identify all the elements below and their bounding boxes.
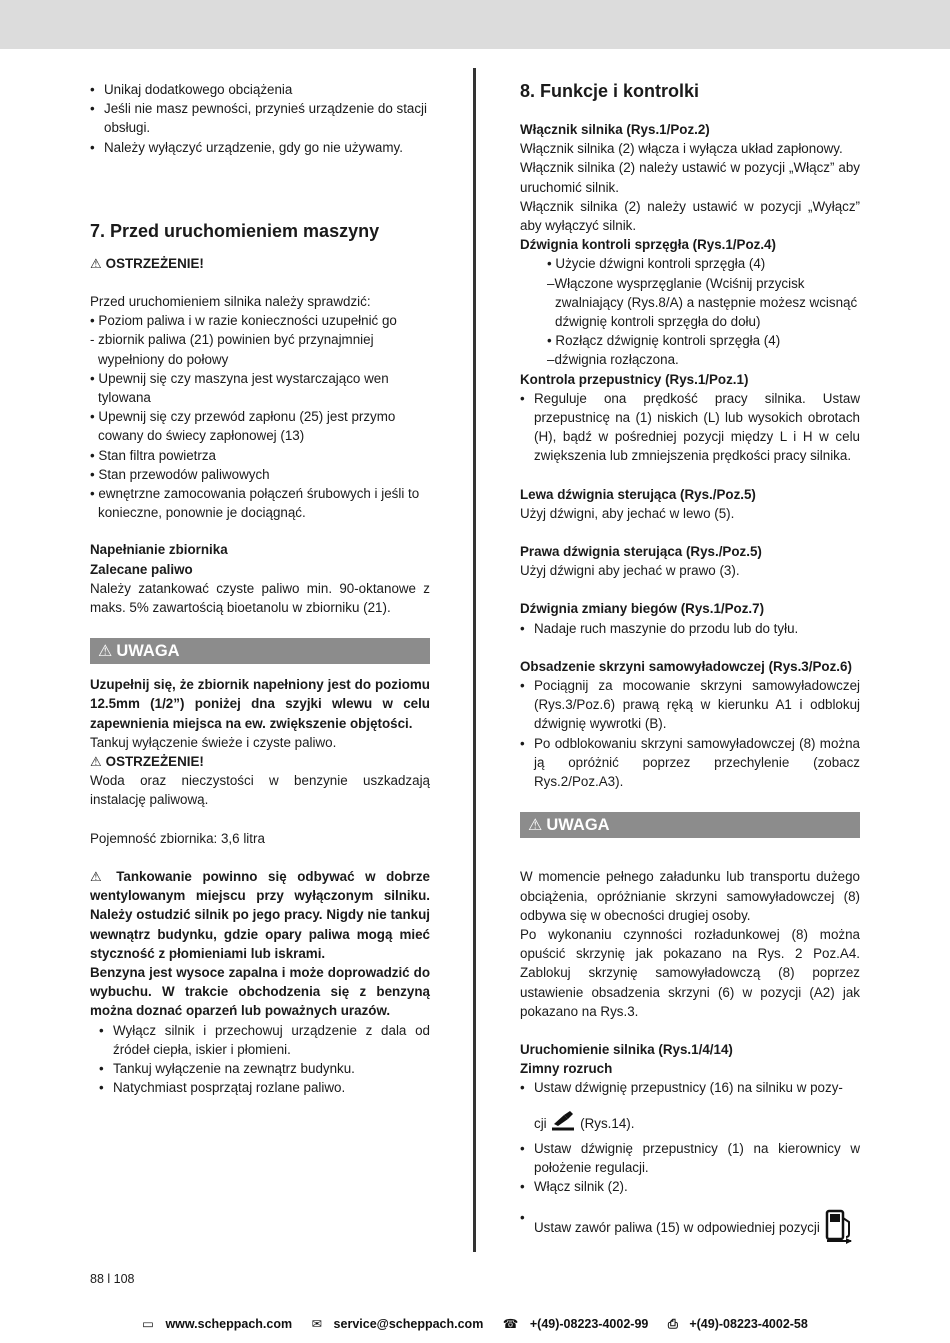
engine-switch-text: Włącznik silnika (2) należy ustawić w pozycji „Wyłącz” aby wyłączyć silnik. (520, 198, 860, 234)
throttle-heading: Kontrola przepustnicy (Rys.1/Poz.1) (520, 371, 749, 387)
petrol-warning: Benzyna jest wysoce zapalna i może doprowadzić do wybuchu. W trakcie obchodzenia się z benzyną można doznać oparzeń lub poważnych urazów. (90, 964, 430, 1019)
footer (0, 1315, 950, 1334)
fuel-pump-icon (824, 1208, 854, 1249)
phone-icon: ☎ (502, 1317, 519, 1331)
cold-start-heading: Zimny rozruch (520, 1061, 613, 1077)
list-item: • Ustaw zawór paliwa (15) w odpowiedniej pozycji (520, 1208, 860, 1249)
tank-warning: ⚠ Tankowanie powinno się odbywać w dobrze wentylowanym miejscu przy wyłączonym silniku. Należy ostudzić silnik po jego pracy. Nigdy nie tankuj wewnątrz budynku, gdzie opary paliwa mogą mieć styczność z płomieniami lub iskrami. (90, 868, 430, 961)
left-column (90, 80, 430, 1097)
dump-box-heading: Obsadzenie skrzyni samowyładowczej (Rys.3/Poz.6) (520, 658, 852, 674)
top-bullet-list (90, 80, 430, 157)
footer-phone: ☎ +(49)-08223-4002-99 (502, 1317, 649, 1331)
list-item: • Poziom paliwa i w razie konieczności uzupełnić go (90, 313, 397, 329)
list-item: • Ustaw dźwignię przepustnicy (1) na kierownicy w położenie regulacji. (520, 1139, 860, 1177)
safety-bullet-list (90, 1021, 430, 1098)
uwaga-text: W momencie pełnego załadunku lub transportu dużego obciążenia, opróżnianie skrzyni samowyładowczej (8) odbywa się w obecności drugiej osoby. (520, 869, 860, 923)
list-item: • Jeśli nie masz pewności, przynieś urządzenie do stacji obsługi. (90, 99, 430, 137)
warning-heading: ⚠ OSTRZEŻENIE! (90, 254, 430, 273)
right-column (520, 80, 860, 1249)
clutch-item: • Użycie dźwigni kontroli sprzęgła (4) (547, 256, 766, 272)
uwaga-text: Tankuj wyłączenie świeże i czyste paliwo. (90, 734, 337, 750)
left-lever-text: Użyj dźwigni, aby jechać w lewo (5). (520, 505, 735, 521)
fuel-text: Należy zatankować czyste paliwo min. 90-oktanowe z maks. 5% zawartością bioetanolu w zbiorniku (21). (90, 580, 430, 616)
clutch-item: • Rozłącz dźwignię kontroli sprzęgła (4) (547, 333, 781, 349)
check-list (90, 311, 430, 522)
footer-email[interactable]: ✉ service@scheppach.com (311, 1317, 484, 1331)
uwaga-text: Po wykonaniu czynności rozładunkowej (8) można opuścić skrzynię jak pokazano na Rys. 2 Poz.A4. Zablokuj skrzynię samowyładowczą (8) poprzez ustawienie obsadzenia skrzyni (6) w pozycji (A2) jak pokazano na Rys.3. (520, 926, 860, 1019)
engine-start-heading: Uruchomienie silnika (Rys.1/4/14) (520, 1041, 733, 1057)
list-item: • Upewnij się czy przewód zapłonu (25) jest przymo cowany do świecy zapłonowej (13) (90, 409, 396, 444)
page-number: 88 l 108 (90, 1272, 135, 1286)
start-list (520, 1078, 860, 1249)
section-8-title: 8. Funkcje i kontrolki (520, 81, 700, 101)
right-lever-text: Użyj dźwigni aby jechać w prawo (3). (520, 563, 740, 579)
list-item: • Należy wyłączyć urządzenie, gdy go nie używamy. (90, 138, 430, 157)
list-item: • Nadaje ruch maszynie do przodu lub do tyłu. (520, 619, 860, 638)
tank-capacity: Pojemność zbiornika: 3,6 litra (90, 830, 265, 846)
left-lever-heading: Lewa dźwignia sterująca (Rys./Poz.5) (520, 486, 756, 502)
list-item: • Stan przewodów paliwowych (90, 466, 270, 482)
warning-triangle-icon: ⚠ (90, 868, 102, 884)
clutch-item: –Włączone wysprzęglanie (Wciśnij przycisk zwalniający (Rys.8/A) a następnie możesz wcisnąć dźwignię kontroli sprzęgła do dołu) (547, 275, 858, 330)
right-lever-heading: Prawa dźwignia sterująca (Rys./Poz.5) (520, 544, 762, 560)
uwaga-banner: ⚠ UWAGA (520, 812, 860, 838)
choke-icon (550, 1109, 576, 1138)
list-item: • Po odblokowaniu skrzyni samowyładowczej (8) można ją opróżnić poprzez przechylenie (zobacz Rys.2/Poz.A3). (520, 734, 860, 792)
engine-switch-text: Włącznik silnika (2) włącza i wyłącza układ zapłonowy. (520, 141, 843, 157)
monitor-icon: ▭ (142, 1317, 154, 1331)
list-item: • Upewnij się czy maszyna jest wystarczająco wen tylowana (90, 370, 389, 406)
list-item: • Unikaj dodatkowego obciążenia (90, 80, 430, 99)
warning-triangle-icon: ⚠ (90, 255, 102, 271)
list-item: • ewnętrzne zamocowania połączeń śrubowych i jeśli to konieczne, ponownie je dociągnąć. (90, 486, 420, 521)
engine-switch-text: Włącznik silnika (2) należy ustawić w pozycji „Włącz” aby uruchomić silnik. (520, 160, 860, 195)
fill-heading: Napełnianie zbiornika (90, 542, 228, 558)
uwaga-banner: ⚠ UWAGA (90, 638, 430, 664)
top-bar (0, 0, 950, 49)
envelope-icon: ✉ (311, 1317, 323, 1331)
list-item: • Tankuj wyłączenie na zewnątrz budynku. (99, 1059, 430, 1078)
list-item: • Reguluje ona prędkość pracy silnika. Ustaw przepustnicę na (1) niskich (L) lub wysokich obrotach (H), bądź w pośredniej pozycji między L i H w celu zwiększenia lub zmniejszenia prędkości pracy silnika. (520, 389, 860, 466)
warning-triangle-icon: ⚠ (98, 643, 113, 661)
gear-list (520, 619, 860, 638)
dump-box-list (520, 676, 860, 791)
list-item: • Natychmiast posprzątaj rozlane paliwo. (99, 1078, 430, 1097)
gear-lever-heading: Dźwignia zmiany biegów (Rys.1/Poz.7) (520, 601, 765, 617)
throttle-list (520, 389, 860, 466)
column-divider (473, 68, 476, 1252)
section-7-title: 7. Przed uruchomieniem maszyny (90, 220, 380, 241)
list-item: • Włącz silnik (2). (520, 1177, 860, 1196)
list-item: • Pociągnij za mocowanie skrzyni samowyładowczej (Rys.3/Poz.6) prawą ręką w kierunku A1 i odblokuj dźwignię wywrotki (B). (520, 676, 860, 734)
fuel-heading: Zalecane paliwo (90, 561, 193, 577)
warning-triangle-icon: ⚠ (90, 754, 102, 770)
footer-web[interactable]: ▭ www.scheppach.com (142, 1317, 293, 1331)
list-item: • Ustaw dźwignię przepustnicy (16) na silniku w pozy- cji (Rys.14). (520, 1078, 860, 1138)
warning-triangle-icon: ⚠ (528, 817, 543, 835)
list-item: • Wyłącz silnik i przechowuj urządzenie z dala od źródeł ciepła, iskier i płomieni. (99, 1021, 430, 1059)
warning-heading: ⚠ OSTRZEŻENIE! (90, 752, 430, 771)
check-intro: Przed uruchomieniem silnika należy sprawdzić: (90, 294, 371, 310)
list-item: • Stan filtra powietrza (90, 447, 217, 463)
engine-switch-heading: Włącznik silnika (Rys.1/Poz.2) (520, 122, 710, 137)
fax-icon: ⎙ (667, 1317, 678, 1331)
warning-text: Woda oraz nieczystości w benzynie uszkadzają instalację paliwową. (90, 773, 430, 808)
clutch-heading: Dźwignia kontroli sprzęgła (Rys.1/Poz.4) (520, 237, 776, 253)
clutch-item: –dźwignia rozłączona. (547, 352, 679, 368)
footer-fax: ⎙ +(49)-08223-4002-58 (667, 1317, 808, 1331)
list-item: - zbiornik paliwa (21) powinien być przynajmniej wypełniony do połowy (90, 332, 374, 367)
uwaga-bold-text: Uzupełnij się, że zbiornik napełniony jest do poziomu 12.5mm (1/2”) poniżej dna szyjki wlewu w celu zapewnienia miejsca na ew. zwiększenie objętości. (90, 677, 430, 731)
